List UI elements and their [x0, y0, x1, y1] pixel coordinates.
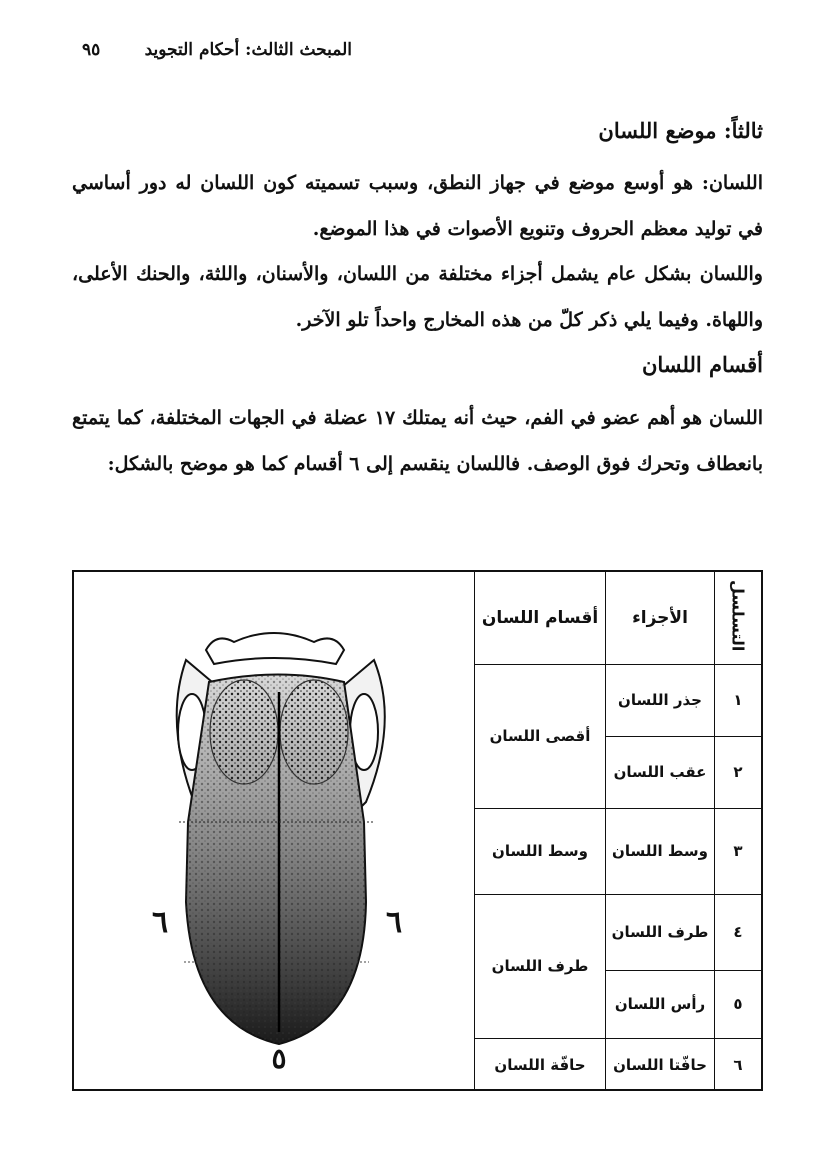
table-cell-division: طرف اللسان [475, 894, 606, 1038]
table-cell-seq: ٢ [715, 736, 762, 808]
figure-label-left: ٦ [151, 905, 169, 940]
header-section-title: المبحث الثالث: أحكام التجويد [144, 40, 352, 60]
table-cell-part: عقب اللسان [606, 736, 715, 808]
table-header-division: أقسام اللسان [475, 572, 606, 664]
table-cell-division: وسط اللسان [475, 808, 606, 894]
figure-label-right: ٦ [385, 905, 403, 940]
table-cell-part: وسط اللسان [606, 808, 715, 894]
table-cell-seq: ٤ [715, 894, 762, 970]
paragraph-definition: اللسان: هو أوسع موضع في جهاز النطق، وسبب تسميته كون اللسان له دور أساسي في توليد معظم الحروف وتنويع الأصوات في هذا الموضع. [72, 172, 763, 240]
paragraph-parts: واللسان بشكل عام يشمل أجزاء مختلفة من اللسان، والأسنان، واللثة، والحنك الأعلى، واللهاة. وفيما يلي ذكر كلّ من هذه المخارج واحداً تلو الآخر. [72, 263, 763, 331]
table-header-part: الأجزاء [606, 572, 715, 664]
table-cell-seq: ٣ [715, 808, 762, 894]
section-heading: ثالثاً: موضع اللسان [598, 118, 763, 143]
papillae-right [280, 680, 348, 784]
table-cell-seq: ١ [715, 664, 762, 736]
table-cell-division: حافّة اللسان [475, 1038, 606, 1091]
figure-label-bottom: ٥ [271, 1042, 287, 1075]
table-header-seq: التسلسل [715, 572, 762, 664]
table-cell-seq: ٦ [715, 1038, 762, 1091]
tongue-illustration [74, 572, 477, 1091]
epiglottis-shape [206, 633, 344, 664]
table-cell-part: طرف اللسان [606, 894, 715, 970]
table-cell-part: رأس اللسان [606, 970, 715, 1038]
tongue-figure-box [72, 570, 763, 1091]
papillae-left [210, 680, 278, 784]
table-cell-division: أقصى اللسان [475, 664, 606, 808]
subheading-tongue-divisions: أقسام اللسان [641, 352, 763, 377]
tongue-drawing [74, 572, 477, 1091]
table-cell-seq: ٥ [715, 970, 762, 1038]
paragraph-divisions: اللسان هو أهم عضو في الفم، حيث أنه يمتلك ١٧ عضلة في الجهات المختلفة، كما يتمتع بانعطاف وتحرك فوق الوصف. فاللسان ينقسم إلى ٦ أقسام كما هو موضح بالشكل: [72, 407, 764, 475]
page-header [82, 38, 352, 62]
table-cell-part: حافّتا اللسان [606, 1038, 715, 1091]
page-number: ٩٥ [82, 40, 101, 60]
tongue-parts-table [474, 572, 761, 1091]
table-cell-part: جذر اللسان [606, 664, 715, 736]
